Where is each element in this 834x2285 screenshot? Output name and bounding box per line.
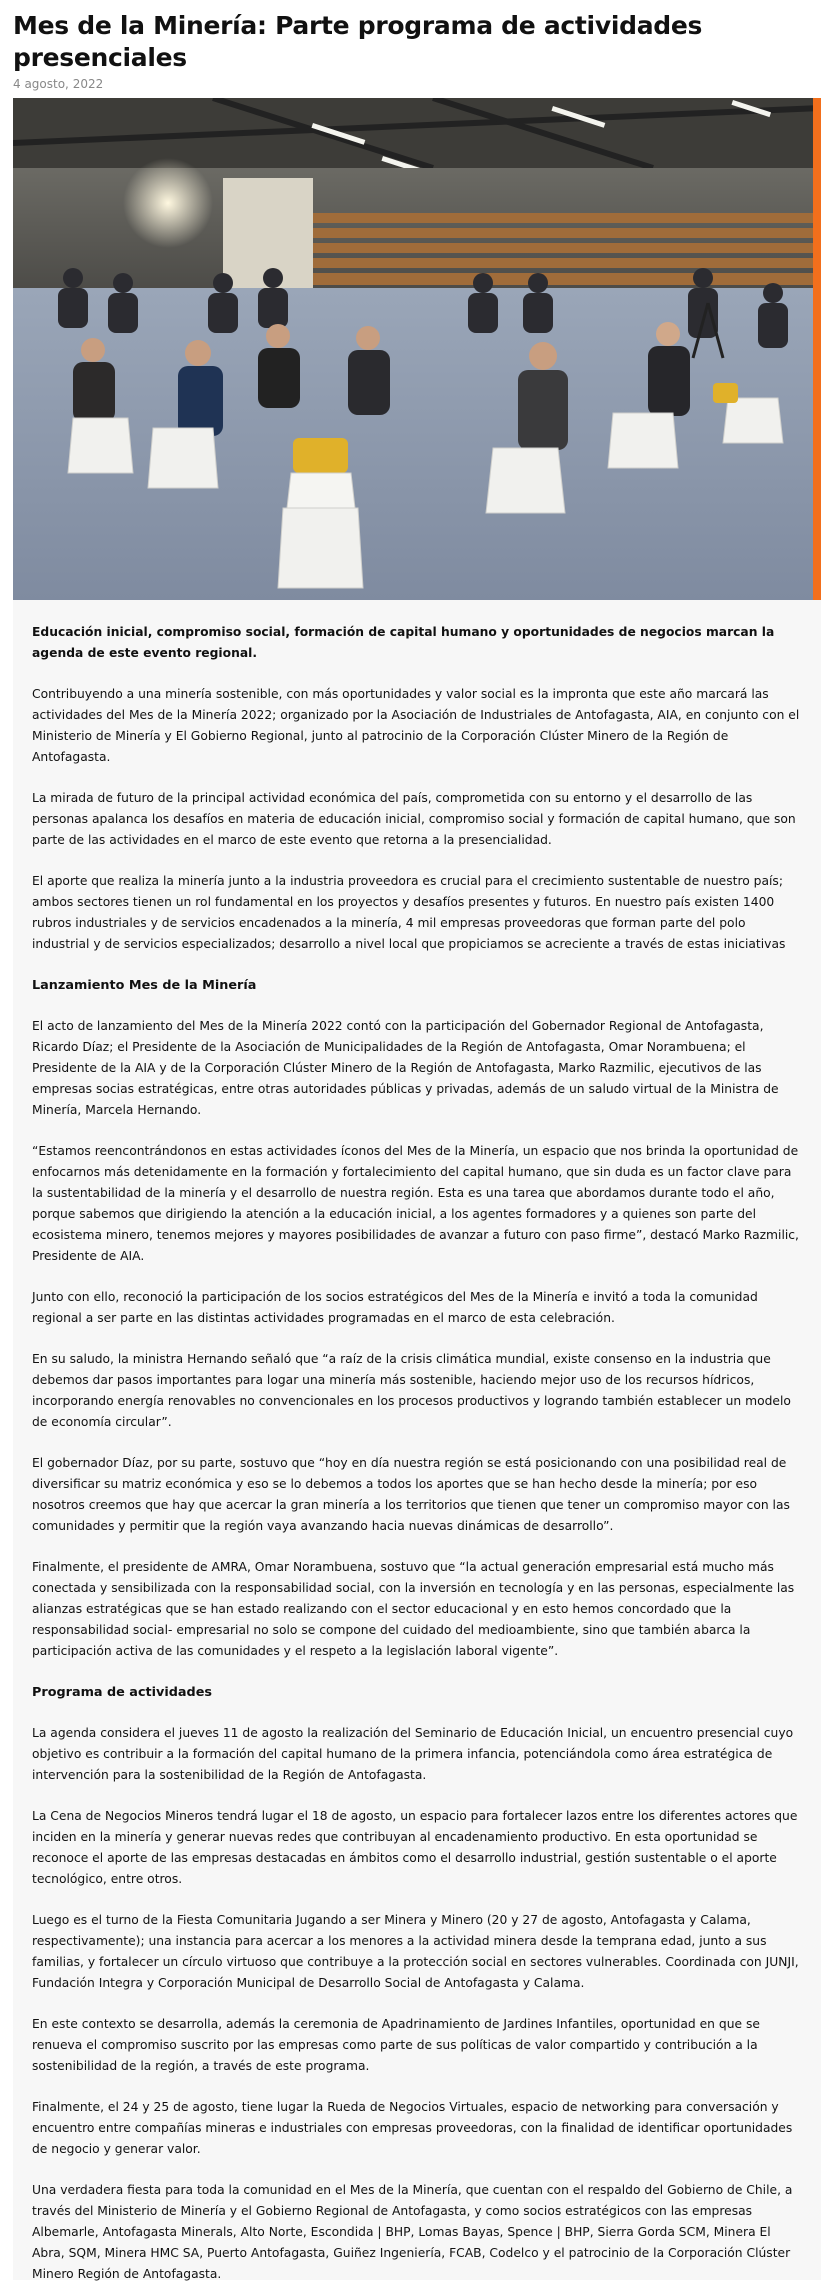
article-body	[13, 600, 821, 2280]
lead-paragraph: Educación inicial, compromiso social, formación de capital humano y oportunidades de negocios marcan la agenda de este evento regional.	[32, 625, 775, 660]
article-header	[0, 0, 834, 92]
body-paragraph: Una verdadera fiesta para toda la comunidad en el Mes de la Minería, que cuentan con el respaldo del Gobierno de Chile, a través del Ministerio de Minería y el Gobierno Regional de Antofagasta, y como socios estratégicos con las empresas Albemarle, Antofagasta Minerals, Alto Norte, Escondida | BHP, Lomas Bayas, Spence | BHP, Sierra Gorda SCM, Minera El Abra, SQM, Minera HMC SA, Puerto Antofagasta, Guiñez Ingeniería, FCAB, Codelco y el patrocinio de la Corporación Clúster Minero Región de Antofagasta.	[32, 2183, 793, 2281]
body-paragraph: Finalmente, el 24 y 25 de agosto, tiene lugar la Rueda de Negocios Virtuales, espacio de networking para conversación y encuentro entre compañías mineras e industriales con empresas proveedoras, con la finalidad de identificar oportunidades de negocio y generar valor.	[32, 2100, 793, 2156]
body-paragraph: La Cena de Negocios Mineros tendrá lugar el 18 de agosto, un espacio para fortalecer lazos entre los diferentes actores que inciden en la minería y generar nuevas redes que contribuyan al encadenamiento productivo. En esta oportunidad se reconoce el aporte de las empresas destacadas en ámbitos como el desarrollo industrial, gestión sustentable o el aporte tecnológico, entre otros.	[32, 1809, 798, 1886]
body-paragraph: El aporte que realiza la minería junto a la industria proveedora es crucial para el crecimiento sustentable de nuestro país; ambos sectores tienen un rol fundamental en los proyectos y desafíos presentes y futuros. En nuestro país existen 1400 rubros industriales y de servicios encadenados a la minería, 4 mil empresas proveedoras que forman parte del polo industrial y de servicios especializados; desarrollo a nivel local que propiciamos se acreciente a través de estas iniciativas	[32, 874, 786, 951]
body-paragraph: En este contexto se desarrolla, además la ceremonia de Apadrinamiento de Jardines Infantiles, oportunidad en que se renueva el compromiso suscrito por las empresas como parte de sus políticas de valor compartido y contribución a la sostenibilidad de la región, a través de este programa.	[32, 2017, 760, 2073]
article-title: Mes de la Minería: Parte programa de actividades presenciales	[13, 11, 703, 72]
body-paragraph: Luego es el turno de la Fiesta Comunitaria Jugando a ser Minera y Minero (20 y 27 de agosto, Antofagasta y Calama, respectivamente); una instancia para acercar a los menores a la actividad minera desde la temprana edad, junto a sus familias, y fortalecer un círculo virtuoso que contribuye a la protección social en sectores vulnerables. Coordinada con JUNJI, Fundación Integra y Corporación Municipal de Desarrollo Social de Antofagasta y Calama.	[32, 1913, 799, 1990]
body-paragraph: Contribuyendo a una minería sostenible, con más oportunidades y valor social es la impronta que este año marcará las actividades del Mes de la Minería 2022; organizado por la Asociación de Industriales de Antofagasta, AIA, en conjunto con el Ministerio de Minería y El Gobierno Regional, junto al patrocinio de la Corporación Clúster Minero de la Región de Antofagasta.	[32, 687, 800, 764]
event-audience-photo	[13, 98, 821, 600]
quote-paragraph: “Estamos reencontrándonos en estas actividades íconos del Mes de la Minería, un espacio que nos brinda la oportunidad de enfocarnos más detenidamente en la formación y fortalecimiento del capital humano, que sin duda es un factor clave para la sustentabilidad de la minería y el desarrollo de nuestra región. Esta es una tarea que abordamos durante todo el año, porque sabemos que dirigiendo la atención a la educación inicial, a los agentes formadores y a quienes son parte del ecosistema minero, tenemos mejores y mayores posibilidades de avanzar a futuro con paso firme”, destacó Marko Razmilic, Presidente de AIA.	[32, 1144, 799, 1263]
quote-paragraph: El gobernador Díaz, por su parte, sostuvo que “hoy en día nuestra región se está posicionando con una posibilidad real de diversificar su matriz económica y eso se lo debemos a todos los aportes que se han hecho desde la minería; por eso nosotros creemos que hay que acercar la gran minería a los territorios que tienen que tener un compromiso mayor con las comunidades y permitir que la región vaya avanzando hacia nuevas dinámicas de desarrollo”.	[32, 1456, 790, 1533]
body-paragraph: La mirada de futuro de la principal actividad económica del país, comprometida con su entorno y el desarrollo de las personas apalanca los desafíos en materia de educación inicial, compromiso social y formación de capital humano, que son parte de las actividades en el marco de este evento que retorna a la presencialidad.	[32, 791, 796, 847]
hero-image	[13, 98, 821, 600]
section-heading-program: Programa de actividades	[32, 1685, 213, 1700]
quote-paragraph: En su saludo, la ministra Hernando señaló que “a raíz de la crisis climática mundial, existe consenso en la industria que debemos dar pasos importantes para logar una minería más sostenible, haciendo mejor uso de los recursos hídricos, incorporando energía renovables no convencionales en los procesos productivos y logrando también establecer un modelo de economía circular”.	[32, 1352, 791, 1429]
quote-paragraph: Finalmente, el presidente de AMRA, Omar Norambuena, sostuvo que “la actual generación empresarial está mucho más conectada y sensibilizada con la responsabilidad social, con la inversión en tecnología y en las personas, especialmente las alianzas estratégicas que se han estado realizando con el sector educacional y en esto hemos concordado que la responsabilidad social- empresarial no solo se compone del cuidado del medioambiente, sino que también abarca la participación activa de las comunidades y el respeto a la legislación laboral vigente”.	[32, 1560, 795, 1658]
article-date: 4 agosto, 2022	[13, 77, 104, 91]
body-paragraph: El acto de lanzamiento del Mes de la Minería 2022 contó con la participación del Gobernador Regional de Antofagasta, Ricardo Díaz; el Presidente de la Asociación de Municipalidades de la Región de Antofagasta, Omar Norambuena; el Presidente de la AIA y de la Corporación Clúster Minero de la Región de Antofagasta, Marko Razmilic, ejecutivos de las empresas socias estratégicas, entre otras autoridades públicas y privadas, además de un saludo virtual de la Ministra de Minería, Marcela Hernando.	[32, 1019, 779, 1117]
accent-bar	[813, 98, 821, 600]
body-paragraph: La agenda considera el jueves 11 de agosto la realización del Seminario de Educación Inicial, un encuentro presencial cuyo objetivo es contribuir a la formación del capital humano de la primera infancia, potenciándola como área estratégica de intervención para la sostenibilidad de la Región de Antofagasta.	[32, 1726, 794, 1782]
body-paragraph: Junto con ello, reconoció la participación de los socios estratégicos del Mes de la Minería e invitó a toda la comunidad regional a ser parte en las distintas actividades programadas en el marco de esta celebración.	[32, 1290, 758, 1325]
section-heading-launch: Lanzamiento Mes de la Minería	[32, 978, 257, 993]
